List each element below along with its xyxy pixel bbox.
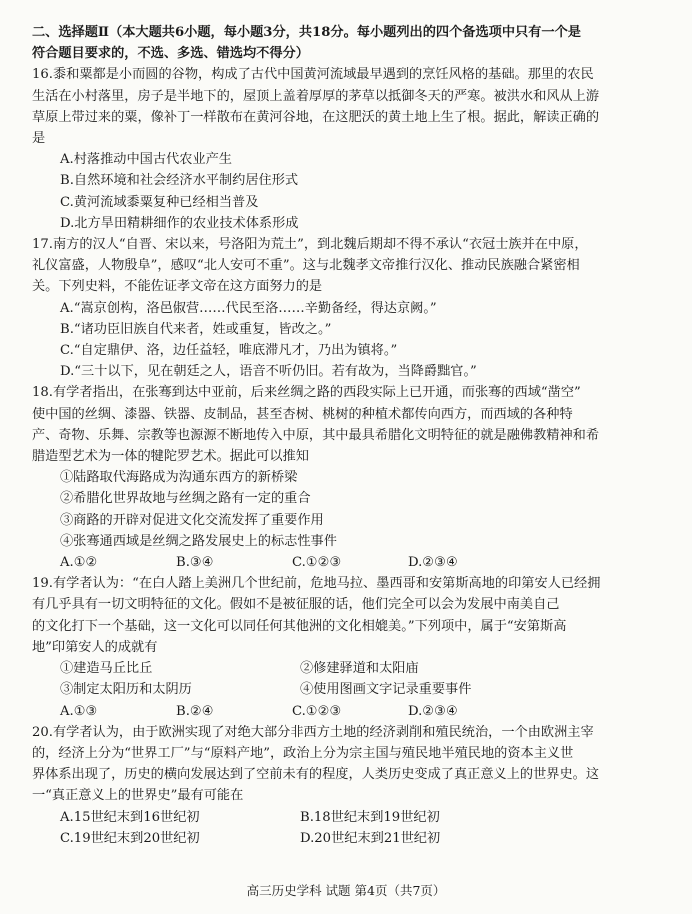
question-19-options <box>32 701 662 722</box>
question-16-option-c: C.黄河流域黍粟复种已经相当普及 <box>60 194 259 210</box>
question-20-options-row-1 <box>32 807 662 828</box>
question-18-statement-1: ①陆路取代海路成为沟通东西方的新桥梁 <box>60 470 298 486</box>
question-18 <box>32 382 662 573</box>
section-title-cont: 符合题目要求的，不选、多选、错选均不得分） <box>32 46 309 62</box>
question-17-option-b: B.“诸功臣旧族自代来者，姓或重复，皆改之。” <box>60 321 332 337</box>
question-17 <box>32 234 662 382</box>
question-19-statement-3: ③制定太阳历和太阴历 <box>60 682 192 698</box>
question-16 <box>32 64 662 234</box>
question-19-statement-2: ②修建驿道和太阳庙 <box>300 661 419 677</box>
question-20-stem: 界体系出现了，历史的横向发展达到了空前未有的程度，人类历史变成了真正意义上的世界史。这 <box>32 767 600 783</box>
question-20-stem: 的，经济上分为“世界工厂”与“原料产地”，政治上分为宗主国与殖民地半殖民地的资本主义世 <box>32 745 574 761</box>
question-16-stem: 草原上带过来的粟，像补丁一样散布在黄河谷地，在这肥沃的黄土地上生了根。据此，解读正确的 <box>32 109 600 125</box>
question-20-option-d: D.20世纪末到21世纪初 <box>300 830 441 846</box>
question-16-option-d: D.北方旱田精耕细作的农业技术体系形成 <box>60 215 299 231</box>
question-18-stem: 产、奇物、乐舞、宗教等也源源不断地传入中原，其中最具希腊化文明特征的就是融佛教精神和希 <box>32 427 600 443</box>
question-17-option-c: C.“自定鼎伊、洛，边任益轻，唯底滞凡才，乃出为镇将。” <box>60 343 398 359</box>
question-19-stem: 有几乎具有一切文明特征的文化。假如不是被征服的话，他们完全可以会为发展中南美自己 <box>32 597 560 613</box>
question-19-stem: 的文化打下一个基础，这一文化可以同任何其他洲的文化相媲美。”下列项中，属于“安第斯高 <box>32 618 567 634</box>
question-16-option-b: B.自然环境和社会经济水平制约居住形式 <box>60 173 299 189</box>
question-19-option-c: C.①②③ <box>292 703 342 719</box>
question-17-stem: 17.南方的汉人“自晋、宋以来，号洛阳为荒土”，到北魏后期却不得不承认“衣冠士族并在中原， <box>32 237 588 253</box>
question-19-option-a: A.①③ <box>60 703 98 719</box>
question-16-stem: 是 <box>32 131 46 147</box>
question-18-options <box>32 552 662 573</box>
question-19-statements-row-2 <box>32 679 662 700</box>
question-19 <box>32 573 662 721</box>
question-16-option-a: A.村落推动中国古代农业产生 <box>60 152 232 168</box>
section-title: 二、选择题Ⅱ（本大题共6小题，每小题3分，共18分。每小题列出的四个备选项中只有一个是 <box>32 25 581 40</box>
question-19-option-b: B.②④ <box>176 703 214 719</box>
question-17-stem: 关。下列史料，不能佐证孝文帝在这方面努力的是 <box>32 279 323 295</box>
question-19-option-d: D.②③④ <box>408 703 458 719</box>
question-16-stem: 生活在小村落里，房子是半地下的，屋顶上盖着厚厚的茅草以抵御冬天的严寒。被洪水和风从上游 <box>32 88 600 104</box>
question-20 <box>32 722 662 849</box>
question-18-stem: 腊造型艺术为一体的犍陀罗艺术。据此可以推知 <box>32 449 309 465</box>
question-20-options-row-2 <box>32 828 662 849</box>
question-19-stem: 19.有学者认为：“在白人踏上美洲几个世纪前，危地马拉、墨西哥和安第斯高地的印第安人已经拥 <box>32 576 601 592</box>
question-19-statement-4: ④使用图画文字记录重要事件 <box>300 682 472 698</box>
question-17-option-a: A.“嵩京创构，洛邑俶营……代民至洛……辛勤备经，得达京阙。” <box>60 300 437 316</box>
question-19-statements-row-1 <box>32 658 662 679</box>
question-19-stem: 地”印第安人的成就有 <box>32 639 158 655</box>
question-18-statement-4: ④张骞通西域是丝绸之路发展史上的标志性事件 <box>60 533 337 549</box>
question-18-stem: 18.有学者指出，在张骞到达中亚前，后来丝绸之路的西段实际上已开通，而张骞的西域“凿空” <box>32 385 581 401</box>
question-20-stem: 一“真正意义上的世界史”最有可能在 <box>32 788 244 804</box>
question-17-stem: 礼仪富盛，人物殷阜”，感叹“北人安可不重”。这与北魏孝文帝推行汉化、推动民族融合紧密相 <box>32 258 580 274</box>
page-footer: 高三历史学科 试题 第4页（共7页） <box>246 883 446 898</box>
question-20-option-a: A.15世纪末到16世纪初 <box>60 809 200 825</box>
question-18-statement-3: ③商路的开辟对促进文化交流发挥了重要作用 <box>60 512 324 528</box>
question-16-stem: 16.黍和粟都是小而圆的谷物，构成了古代中国黄河流域最早遇到的烹饪风格的基础。那里的农民 <box>32 67 594 83</box>
question-18-statement-2: ②希腊化世界故地与丝绸之路有一定的重合 <box>60 491 311 507</box>
question-20-option-c: C.19世纪末到20世纪初 <box>60 830 200 846</box>
question-18-option-a: A.①② <box>60 555 98 571</box>
question-18-option-b: B.③④ <box>176 555 214 571</box>
question-17-option-d: D.“三十以下，见在朝廷之人，语音不听仍旧。若有故为，当降爵黜官。” <box>60 364 477 380</box>
question-20-stem: 20.有学者认为，由于欧洲实现了对绝大部分非西方土地的经济剥削和殖民统治，一个由欧洲主宰 <box>32 724 594 740</box>
question-18-stem: 使中国的丝绸、漆器、铁器、皮制品，甚至杏树、桃树的种植术都传向西方，而西域的各种特 <box>32 406 573 422</box>
question-19-statement-1: ①建造马丘比丘 <box>60 661 153 677</box>
question-18-option-c: C.①②③ <box>292 555 342 571</box>
question-20-option-b: B.18世纪末到19世纪初 <box>300 809 440 825</box>
question-18-option-d: D.②③④ <box>408 555 458 571</box>
